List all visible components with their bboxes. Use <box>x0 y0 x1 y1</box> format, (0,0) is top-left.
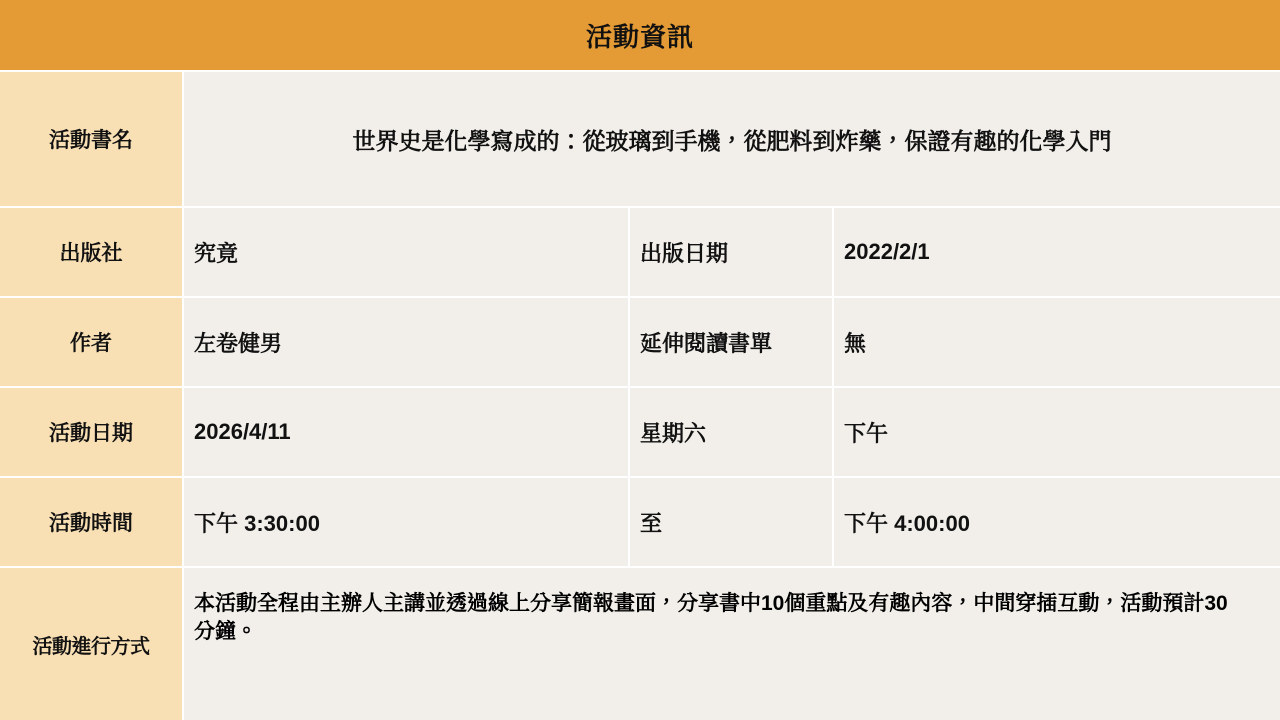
value-event-start-time: 下午 3:30:00 <box>184 478 630 566</box>
value-event-end-time: 下午 4:00:00 <box>834 478 1280 566</box>
value-publisher: 究竟 <box>184 208 630 296</box>
value-book-title: 世界史是化學寫成的：從玻璃到手機，從肥料到炸藥，保證有趣的化學入門 <box>184 72 1280 206</box>
label-book-title: 活動書名 <box>0 72 184 206</box>
label-activity-method: 活動進行方式 <box>0 568 184 720</box>
label-publish-date: 出版日期 <box>630 208 834 296</box>
document-title-bar <box>0 0 1280 72</box>
label-event-date: 活動日期 <box>0 388 184 476</box>
value-author: 左卷健男 <box>184 298 630 386</box>
value-event-weekday: 星期六 <box>630 388 834 476</box>
table-row-method <box>0 568 1280 720</box>
label-extended-reading-list: 延伸閱讀書單 <box>630 298 834 386</box>
value-publish-date: 2022/2/1 <box>834 208 1280 296</box>
page-title: 活動資訊 <box>585 21 694 52</box>
table-row-event-date <box>0 388 1280 478</box>
activity-method-text: 本活動全程由主辦人主講並透過線上分享簡報畫面，分享書中10個重點及有趣內容，中間穿插互動，活動預計30分鐘。 <box>194 592 1228 644</box>
value-activity-method <box>184 568 1280 720</box>
table-row-book-title <box>0 72 1280 208</box>
value-event-period: 下午 <box>834 388 1280 476</box>
table-row-event-time <box>0 478 1280 568</box>
value-extended-reading-list: 無 <box>834 298 1280 386</box>
table-row-publisher <box>0 208 1280 298</box>
label-author: 作者 <box>0 298 184 386</box>
label-event-time: 活動時間 <box>0 478 184 566</box>
table-row-author <box>0 298 1280 388</box>
label-time-separator: 至 <box>630 478 834 566</box>
label-publisher: 出版社 <box>0 208 184 296</box>
activity-info-table <box>0 72 1280 720</box>
value-event-date: 2026/4/11 <box>184 388 630 476</box>
